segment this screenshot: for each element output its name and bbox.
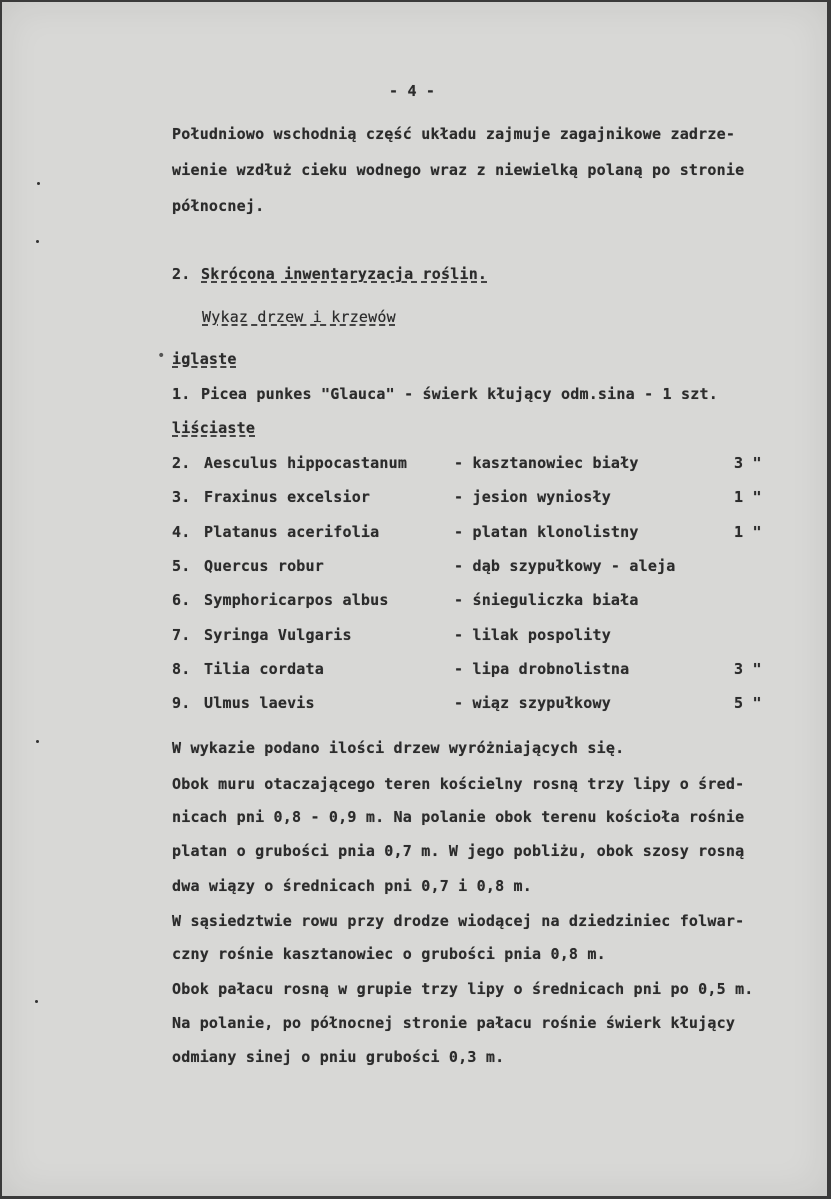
note-line-4: platan o grubości pnia 0,7 m. W jego pobliżu, obok szosy rosną: [172, 842, 745, 860]
species-polish: - lipa drobnolistna: [454, 660, 630, 678]
species-latin: Aesculus hippocastanum: [204, 454, 408, 472]
section-number: 2.: [172, 265, 191, 283]
species-latin: Fraxinus excelsior: [204, 488, 371, 506]
document-page: [2, 2, 827, 1196]
section-subtitle: Wykaz drzew i krzewów: [202, 308, 396, 326]
species-number: 6.: [172, 591, 191, 609]
margin-dot: [36, 240, 39, 243]
note-line-7: czny rośnie kasztanowiec o grubości pnia 0,8 m.: [172, 945, 606, 963]
intro-line-2: wienie wzdłuż cieku wodnego wraz z niewielką polaną po stronie: [172, 161, 745, 179]
note-line-6: W sąsiedztwie rowu przy drodze wiodącej na dziedziniec folwar-: [172, 912, 745, 930]
species-quantity: 3 ": [734, 454, 762, 472]
species-polish: - lilak pospolity: [454, 626, 611, 644]
conifer-item-1-text: Picea punkes "Glauca" - świerk kłujący odm.sina - 1 szt.: [201, 385, 718, 403]
species-polish: - śnieguliczka biała: [454, 591, 639, 609]
species-polish: - dąb szypułkowy - aleja: [454, 557, 676, 575]
species-polish: - platan klonolistny: [454, 523, 639, 541]
species-number: 8.: [172, 660, 191, 678]
conifers-label: iglaste: [172, 350, 237, 368]
species-number: 5.: [172, 557, 191, 575]
species-quantity: 3 ": [734, 660, 762, 678]
species-latin: Syringa Vulgaris: [204, 626, 352, 644]
species-latin: Ulmus laevis: [204, 694, 315, 712]
margin-dot: [36, 740, 39, 743]
note-line-2: Obok muru otaczającego teren kościelny rosną trzy lipy o śred-: [172, 775, 745, 793]
margin-dot: [37, 182, 40, 185]
species-number: 9.: [172, 694, 191, 712]
intro-line-1: Południowo wschodnią część układu zajmuje zagajnikowe zadrze-: [172, 125, 736, 143]
conifer-item-1: 1.: [172, 385, 191, 403]
page-number: - 4 -: [389, 82, 436, 100]
species-number: 7.: [172, 626, 191, 644]
species-number: 2.: [172, 454, 191, 472]
species-latin: Symphoricarpos albus: [204, 591, 389, 609]
species-number: 3.: [172, 488, 191, 506]
note-line-1: W wykazie podano ilości drzew wyróżniających się.: [172, 739, 625, 757]
species-number: 4.: [172, 523, 191, 541]
species-polish: - jesion wyniosły: [454, 488, 611, 506]
section-title: Skrócona inwentaryzacja roślin.: [201, 265, 488, 283]
species-latin: Quercus robur: [204, 557, 324, 575]
note-line-10: odmiany sinej o pniu grubości 0,3 m.: [172, 1048, 505, 1066]
margin-dot: [35, 1000, 38, 1003]
species-polish: - wiąz szypułkowy: [454, 694, 611, 712]
margin-mark: •: [157, 348, 166, 364]
species-latin: Platanus acerifolia: [204, 523, 380, 541]
species-latin: Tilia cordata: [204, 660, 324, 678]
species-quantity: 1 ": [734, 523, 762, 541]
note-line-5: dwa wiązy o średnicach pni 0,7 i 0,8 m.: [172, 877, 532, 895]
species-polish: - kasztanowiec biały: [454, 454, 639, 472]
note-line-3: nicach pni 0,8 - 0,9 m. Na polanie obok terenu kościoła rośnie: [172, 808, 745, 826]
species-quantity: 5 ": [734, 694, 762, 712]
deciduous-label: liściaste: [172, 419, 256, 437]
species-quantity: 1 ": [734, 488, 762, 506]
note-line-9: Na polanie, po północnej stronie pałacu rośnie świerk kłujący: [172, 1014, 736, 1032]
intro-line-3: północnej.: [172, 197, 265, 215]
note-line-8: Obok pałacu rosną w grupie trzy lipy o średnicach pni po 0,5 m.: [172, 980, 754, 998]
